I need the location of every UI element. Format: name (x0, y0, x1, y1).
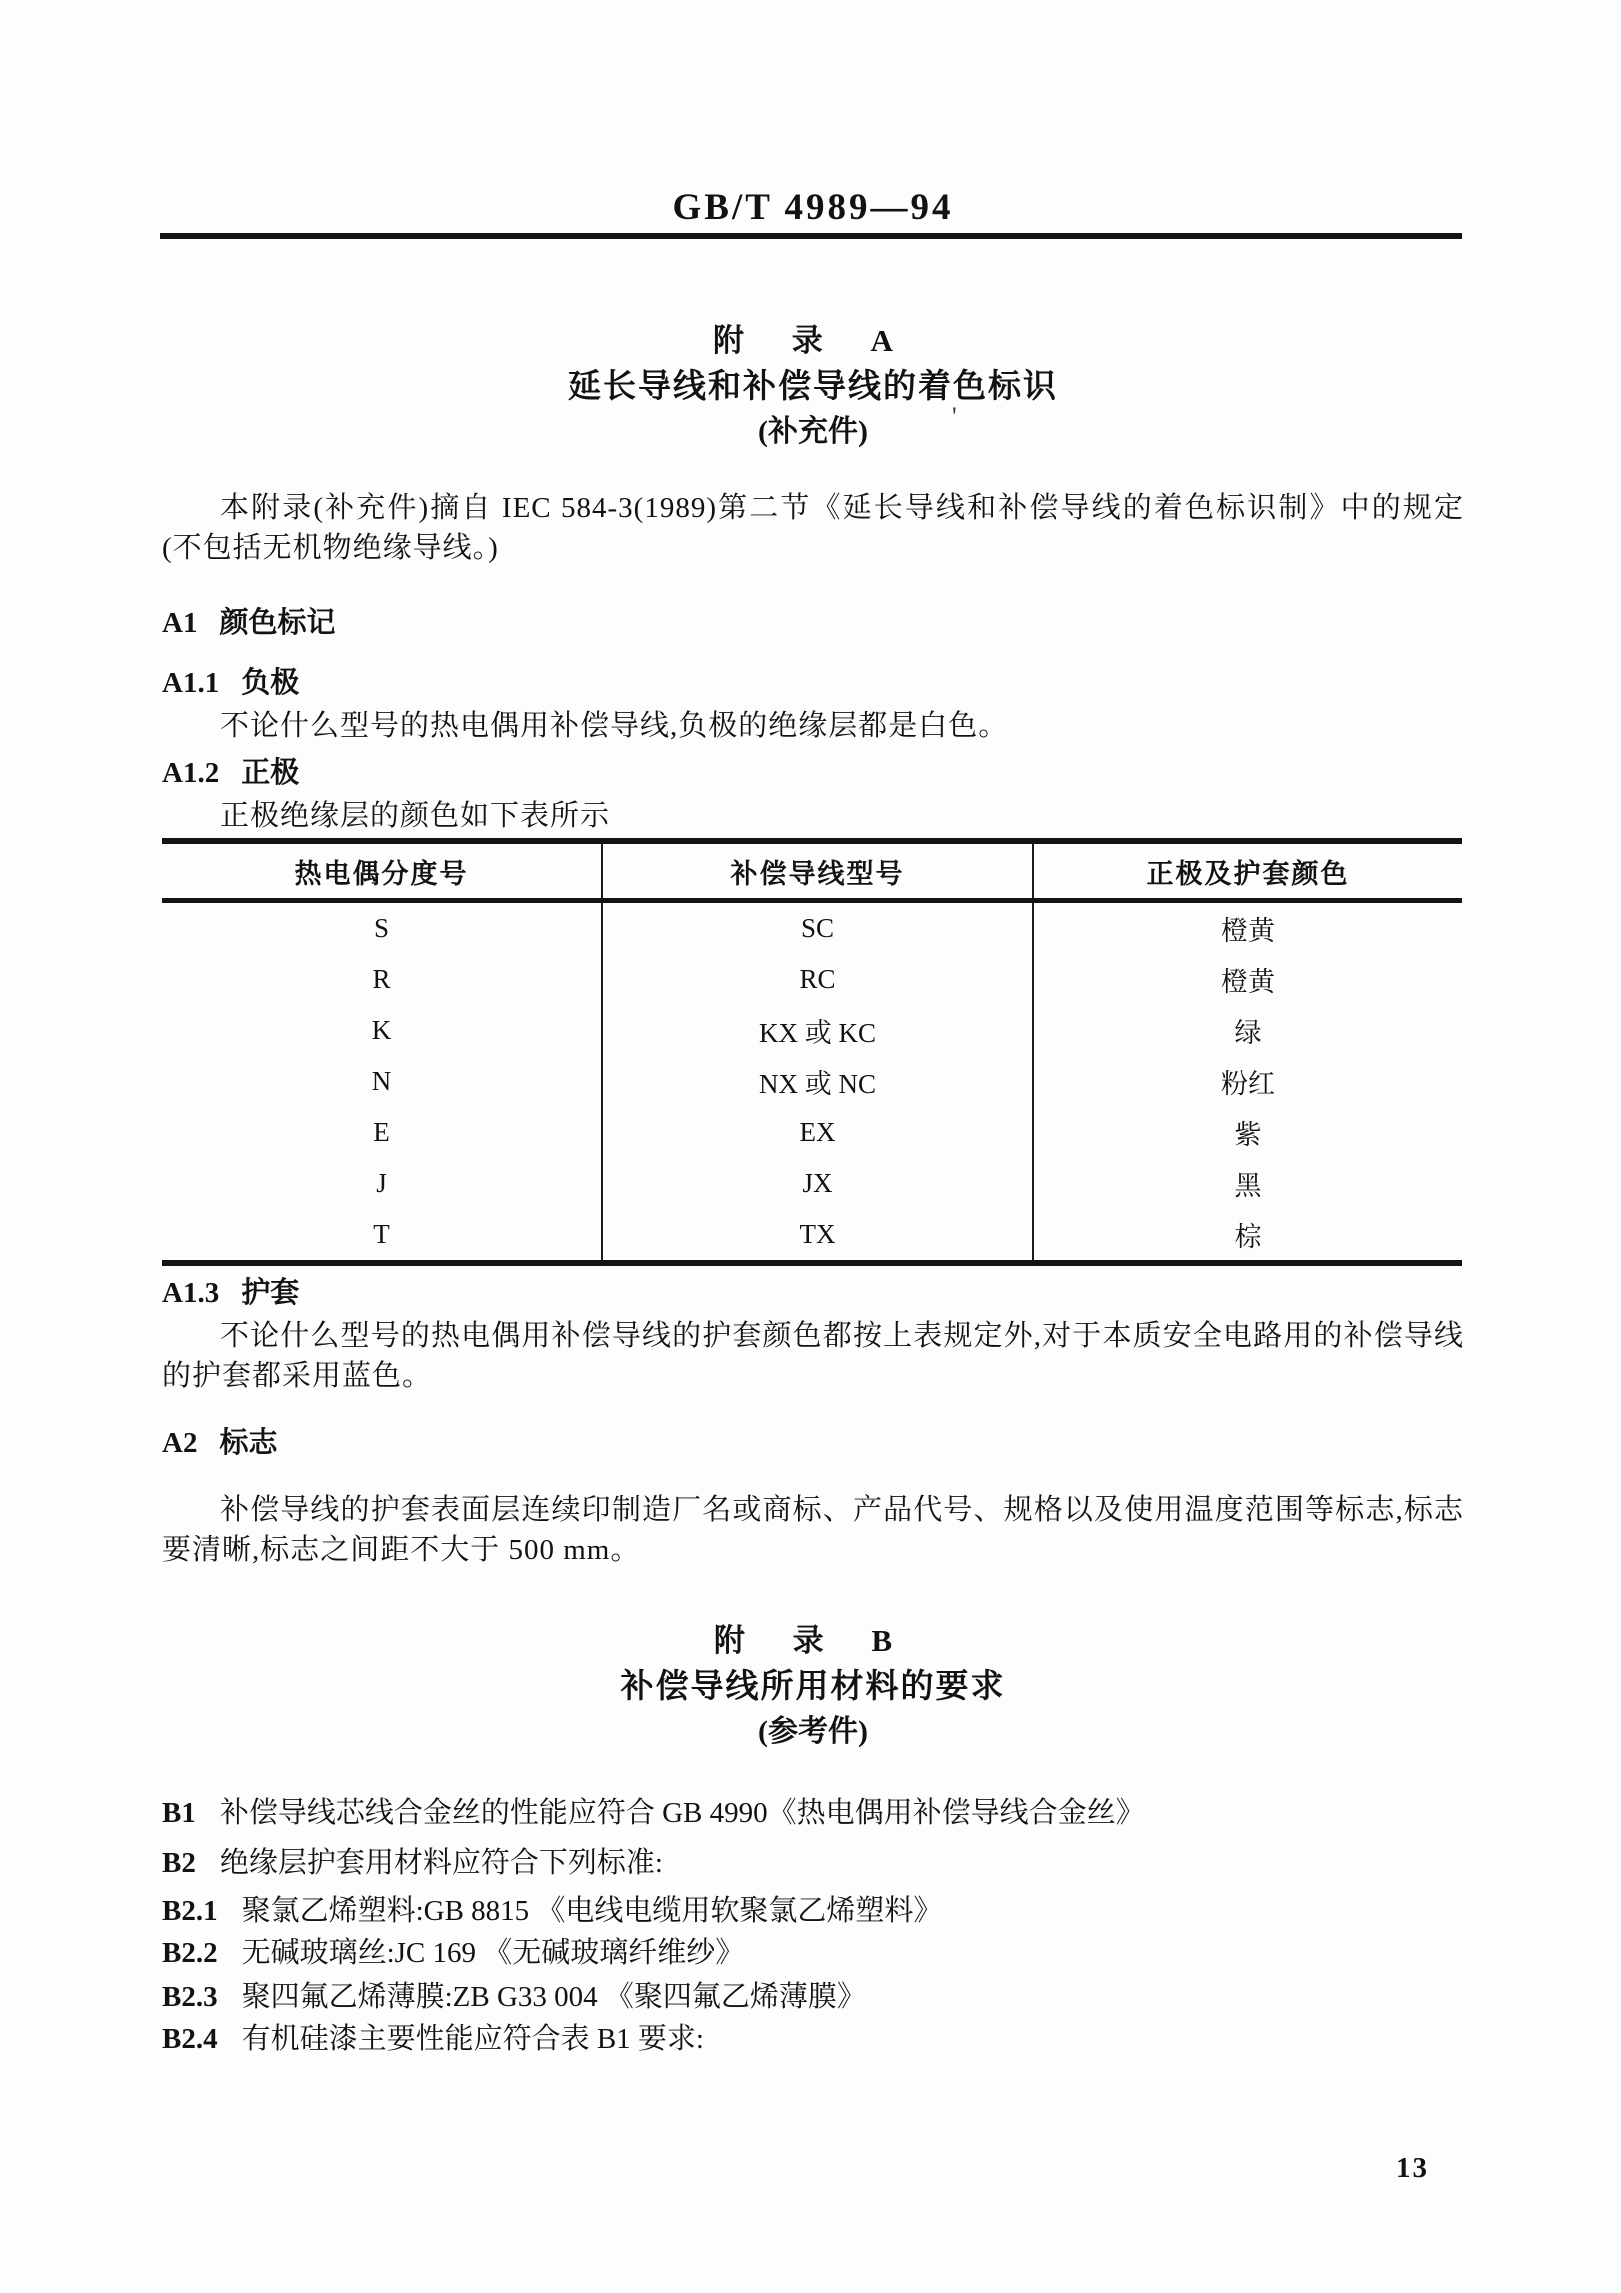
cell-wire: KX 或 KC (602, 1005, 1033, 1056)
table-row (162, 901, 1462, 955)
col-header-positive-sheath-color: 正极及护套颜色 (1033, 841, 1462, 901)
table-row (162, 1005, 1462, 1056)
col-header-compensating-wire-type: 补偿导线型号 (602, 841, 1033, 901)
section-a1-3-label: 护套 (241, 1277, 300, 1309)
section-a2-body: 补偿导线的护套表面层连续印制造厂名或商标、产品代号、规格以及使用温度范围等标志,标志要清晰,标志之间距不大于 500 mm。 (162, 1494, 1464, 1566)
cell-color: 棕 (1033, 1209, 1462, 1263)
section-a1-1-body: 不论什么型号的热电偶用补偿导线,负极的绝缘层都是白色。 (220, 710, 1009, 742)
item-b2-text: 绝缘层护套用材料应符合下列标准: (219, 1847, 663, 1879)
table-row (162, 1107, 1462, 1158)
section-a2-label: 标志 (219, 1427, 278, 1459)
section-a1-heading (162, 600, 1464, 641)
appendix-a-title: 延长导线和补偿导线的着色标识 (568, 369, 1058, 405)
section-a1-2-label: 正极 (241, 757, 300, 789)
section-a1-1-label: 负极 (241, 667, 300, 699)
cell-color: 黑 (1033, 1158, 1462, 1209)
cell-type: T (373, 1219, 390, 1249)
cell-type: J (376, 1168, 387, 1198)
section-a1-1-number: A1.1 (162, 667, 220, 699)
item-b2-1-text: 聚氯乙烯塑料:GB 8815 《电线电缆用软聚氯乙烯塑料》 (241, 1895, 943, 1927)
item-b2-3 (162, 1974, 1464, 2015)
item-b1-number: B1 (162, 1797, 196, 1829)
appendix-a-subtitle: (补充件) (758, 415, 868, 448)
item-b2-1-number: B2.1 (162, 1895, 218, 1927)
item-b1-text: 补偿导线芯线合金丝的性能应符合 GB 4990《热电偶用补偿导线合金丝》 (219, 1797, 1145, 1829)
item-b2-4-number: B2.4 (162, 2023, 218, 2055)
cell-wire: NX 或 NC (602, 1056, 1033, 1107)
cell-color: 紫 (1033, 1107, 1462, 1158)
item-b2-1 (162, 1888, 1464, 1929)
col-header-thermocouple-type: 热电偶分度号 (162, 841, 602, 901)
section-a1-2-number: A1.2 (162, 757, 220, 789)
positive-pole-color-table (162, 838, 1462, 1266)
appendix-b-subtitle: (参考件) (758, 1715, 868, 1748)
cell-color: 绿 (1033, 1005, 1462, 1056)
cell-wire: RC (602, 954, 1033, 1005)
page-number: 13 (1396, 2152, 1429, 2184)
item-b2-2-text: 无碱玻璃丝:JC 169 《无碱玻璃纤维纱》 (241, 1937, 745, 1969)
header-rule (160, 233, 1462, 239)
item-b2-4 (162, 2016, 1464, 2057)
item-b2-4-text: 有机硅漆主要性能应符合表 B1 要求: (241, 2023, 704, 2055)
cell-wire: EX (602, 1107, 1033, 1158)
section-a1-label: 颜色标记 (219, 607, 336, 639)
item-b1 (162, 1790, 1464, 1831)
section-a1-1-heading (162, 660, 1464, 701)
scan-stray-mark: ' (952, 402, 957, 431)
item-b2 (162, 1840, 1464, 1881)
appendix-b-heading: 附 录 B (713, 1623, 913, 1658)
section-a1-2-body: 正极绝缘层的颜色如下表所示 (220, 800, 611, 832)
item-b2-2-number: B2.2 (162, 1937, 218, 1969)
cell-type: E (373, 1117, 390, 1147)
item-b2-3-text: 聚四氟乙烯薄膜:ZB G33 004 《聚四氟乙烯薄膜》 (241, 1981, 866, 2013)
appendix-a-intro: 本附录(补充件)摘自 IEC 584-3(1989)第二节《延长导线和补偿导线的着色标识制》中的规定(不包括无机物绝缘导线。) (162, 492, 1464, 564)
cell-type: R (372, 964, 391, 994)
section-a1-number: A1 (162, 607, 198, 639)
section-a2-heading (162, 1420, 1464, 1461)
item-b2-3-number: B2.3 (162, 1981, 218, 2013)
table-row (162, 1056, 1462, 1107)
cell-wire: SC (602, 901, 1033, 955)
item-b2-2 (162, 1930, 1464, 1971)
cell-color: 橙黄 (1033, 901, 1462, 955)
cell-wire: JX (602, 1158, 1033, 1209)
appendix-b-title: 补偿导线所用材料的要求 (620, 1669, 1006, 1705)
cell-wire: TX (602, 1209, 1033, 1263)
table-row (162, 954, 1462, 1005)
section-a1-2-heading (162, 750, 1464, 791)
section-a1-3-heading (162, 1270, 1464, 1311)
section-a2-number: A2 (162, 1427, 198, 1459)
doc-number: GB/T 4989—94 (672, 187, 954, 228)
section-a1-3-number: A1.3 (162, 1277, 220, 1309)
cell-type: S (373, 913, 390, 943)
cell-type: K (371, 1015, 392, 1045)
table-row (162, 1209, 1462, 1263)
cell-type: N (371, 1066, 392, 1096)
item-b2-number: B2 (162, 1847, 196, 1879)
section-a1-3-body: 不论什么型号的热电偶用补偿导线的护套颜色都按上表规定外,对于本质安全电路用的补偿导线的护套都采用蓝色。 (162, 1320, 1464, 1392)
table-header-row (162, 841, 1462, 901)
cell-color: 粉红 (1033, 1056, 1462, 1107)
table-row (162, 1158, 1462, 1209)
appendix-a-heading: 附 录 A (713, 323, 913, 358)
cell-color: 橙黄 (1033, 954, 1462, 1005)
